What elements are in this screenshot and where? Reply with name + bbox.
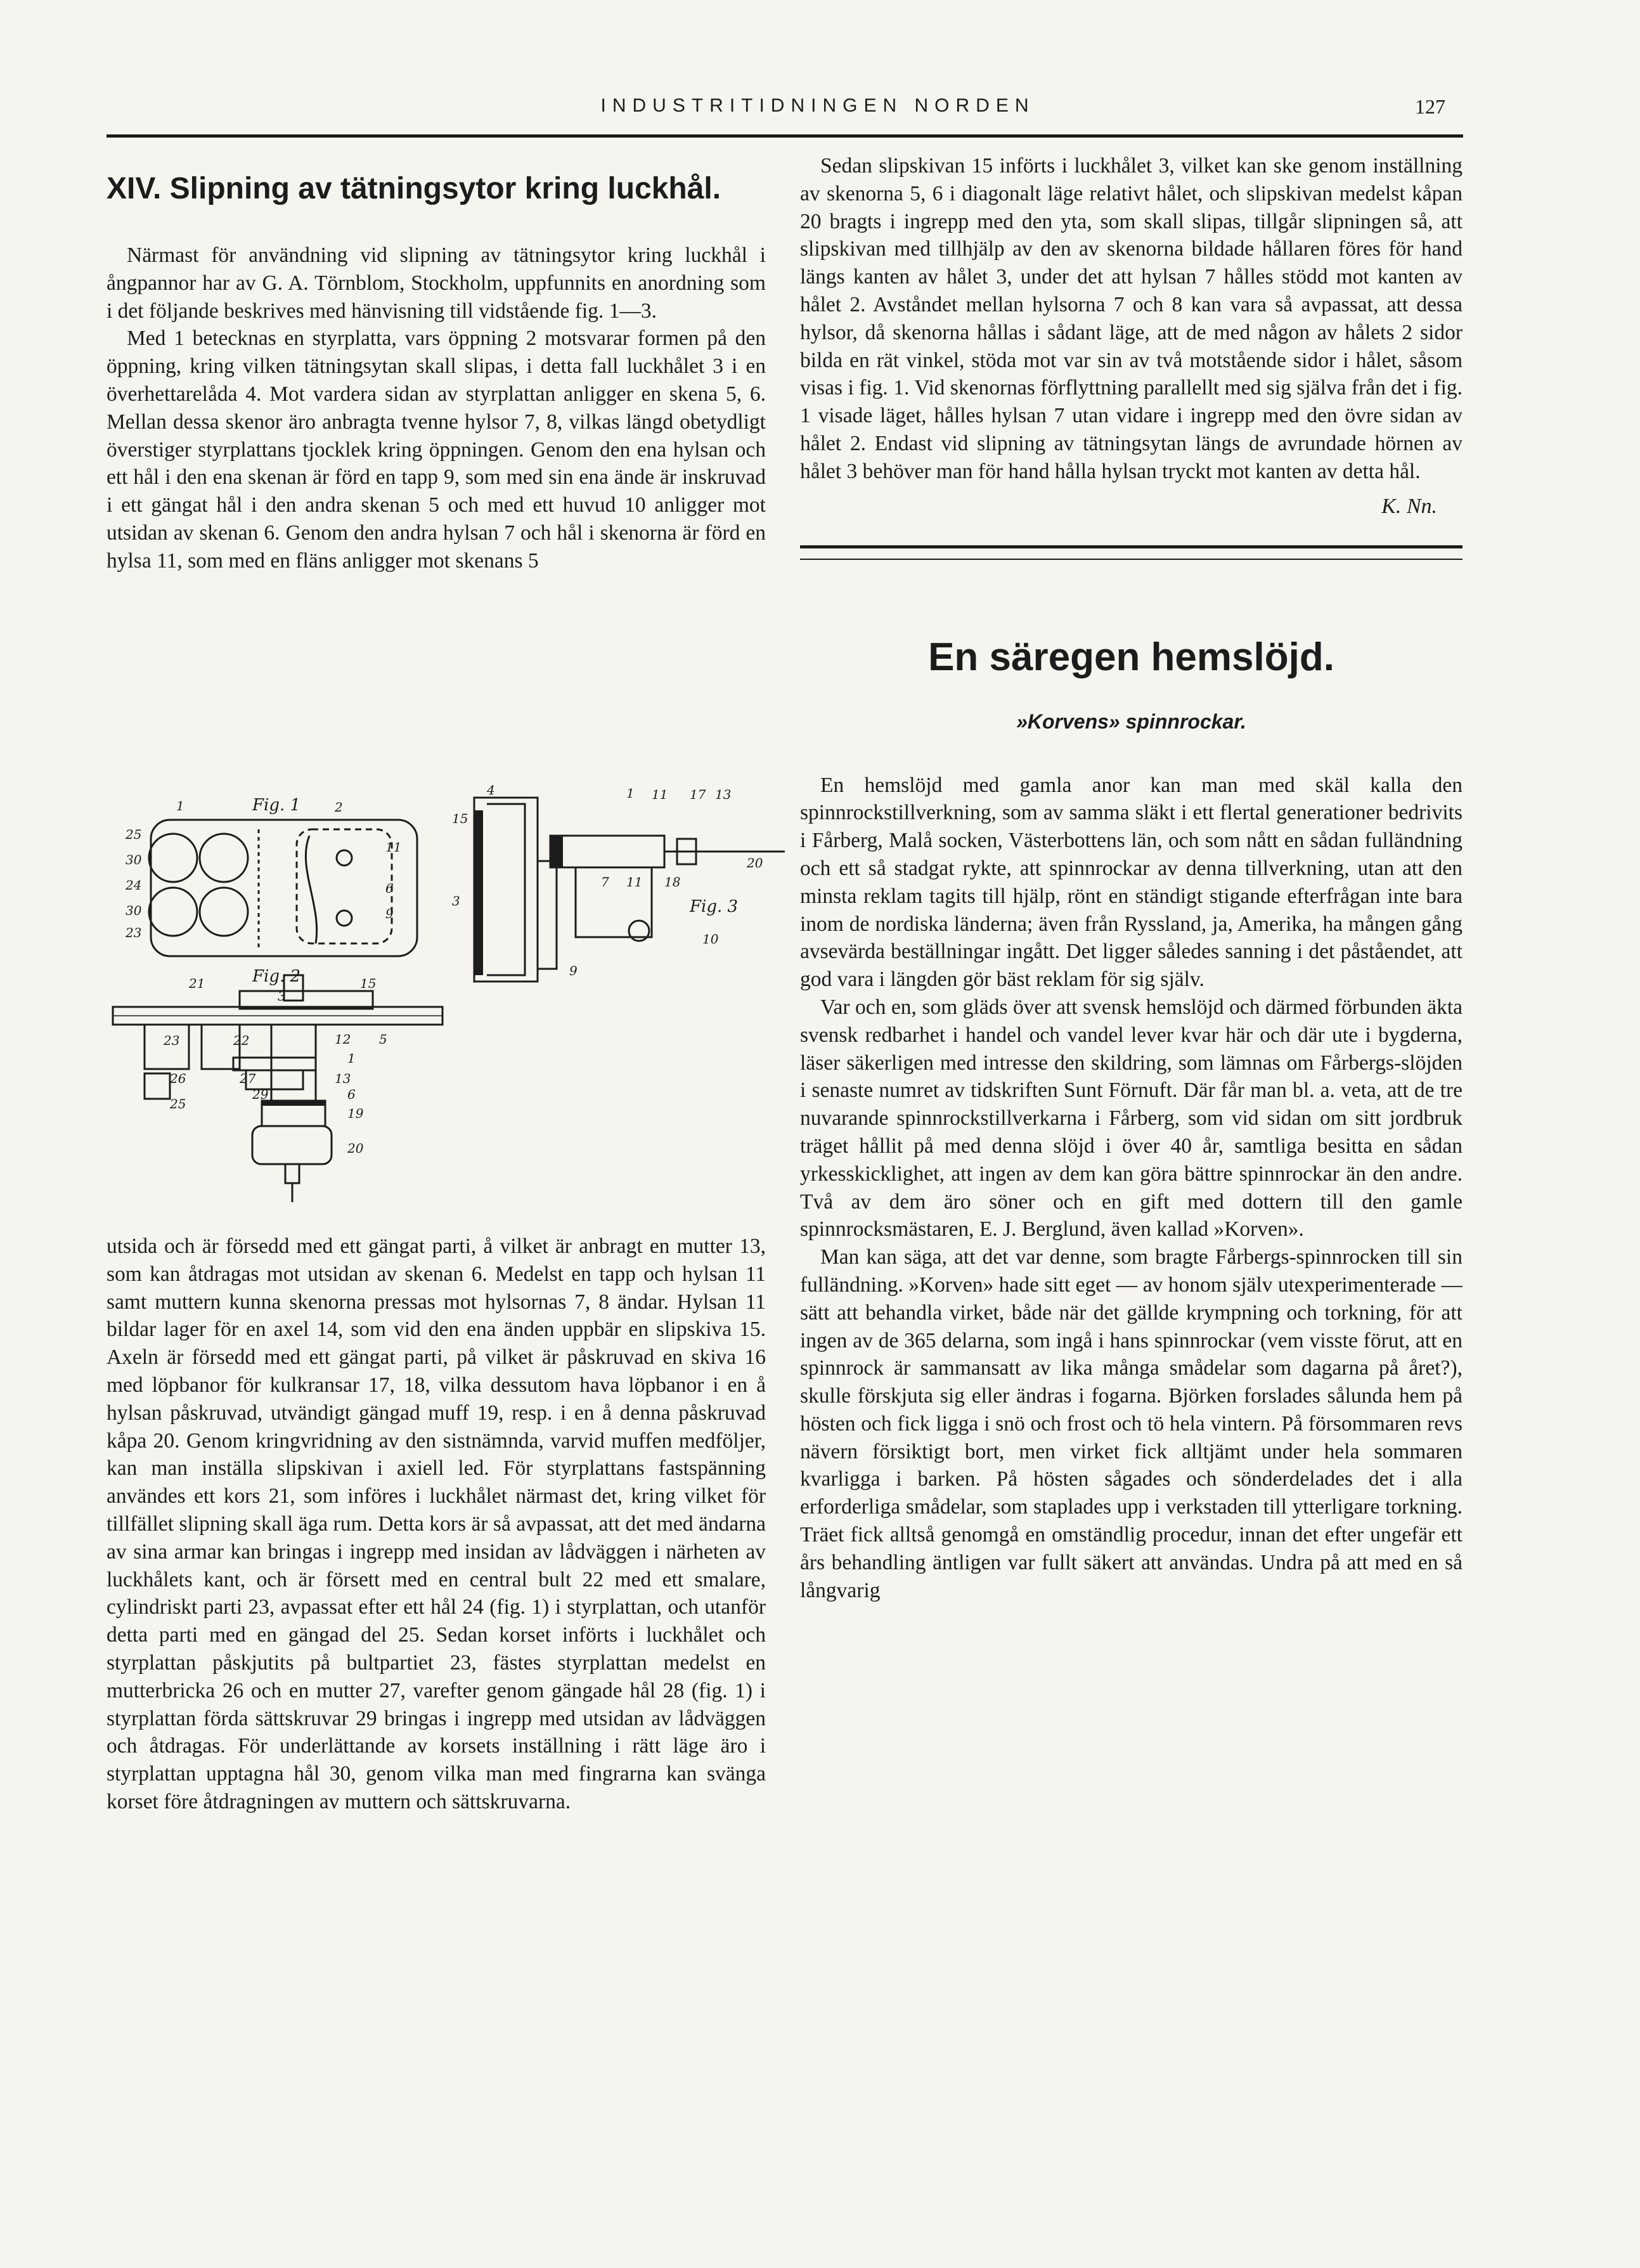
svg-text:25: 25: [126, 827, 142, 842]
svg-text:15: 15: [360, 976, 377, 991]
svg-text:20: 20: [747, 855, 763, 871]
article-paragraph: Man kan säga, att det var denne, som bragte Fårbergs-spinnrocken till sin fulländning. »Korven» hade sitt eget — av honom själv utexperimenterade — sätt att behandla virket, både när det gällde krympning och torkning, för att ingen av de 365 delarna, som ingå i hans spinnrockar (vem visste förut, att en spinnrock är sammansatt av lika många smådelar som dagarna på året?), skulle förskjuta sig eller ändras i fogarna. Björken forslades sålunda hem på hösten och fick ligga i snö och frost och tö hela vintern. På försommaren revs nävern försiktigt bort, men virket fick alltjämt under hela sommaren kvarligga i barken. På hösten sågades och sönderdelades det i alla erforderliga smådelar, som staplades upp i verkstaden till ytterligare torkning. Träet fick alltså genomgå en omständlig procedur, innan det efter ungefär ett års behandling äntligen var fullt säkert att användas. Undra på att med en så långvarig: [800, 1245, 1462, 1602]
svg-text:1: 1: [347, 1051, 356, 1066]
article-separator: [800, 545, 1462, 560]
svg-text:1: 1: [176, 798, 184, 813]
left-column-top: [107, 171, 766, 575]
svg-text:5: 5: [379, 1032, 387, 1047]
svg-text:25: 25: [170, 1096, 186, 1111]
patent-figure: [107, 785, 791, 1203]
fig2-label: Fig. 2: [252, 967, 301, 986]
article-paragraph: Närmast för användning vid slipning av tätningsytor kring luckhål i ångpannor har av G. A. Törnblom, Stockholm, uppfunnits en anordning som i det följande beskrives med hänvisning till vidstående fig. 1—3.: [107, 243, 766, 323]
svg-text:26: 26: [170, 1071, 186, 1086]
svg-text:18: 18: [664, 874, 681, 890]
article2-subtitle: »Korvens» spinnrockar.: [1016, 710, 1246, 733]
svg-text:12: 12: [335, 1032, 351, 1047]
svg-text:10: 10: [702, 931, 719, 947]
author-signature: K. Nn.: [1381, 494, 1437, 518]
svg-text:21: 21: [189, 976, 205, 991]
svg-text:4: 4: [487, 785, 495, 798]
svg-text:19: 19: [347, 1106, 364, 1121]
article-paragraph: utsida och är försedd med ett gängat parti, å vilket är anbragt en mutter 13, som kan åtdragas mot utsidan av skenan 6. Medelst en tapp och hylsan 11 samt muttern kunna skenorna pressas mot hylsornas 7, 8 ändar. Hylsan 11 bildar lager för en axel 14, som vid den ena änden uppbär en slipskiva 15. Axeln är försedd med ett gängat parti, på vilket är påskruvad en skiva 16 med löpbanor för kulkransar 17, 18, vilka dessutom hava löpbanor i en å hylsan påskruvad, utvändigt gängad muff 19, resp. i en å denna påskruvad kåpa 20. Genom kringvridning av den sistnämnda, varvid muffen medföljer, kan man inställa slipskivan i axiell led. För styrplattans fastspänning användes ett kors 21, som införes i luckhålet närmast det, kring vilket för tillfället slipning skall äga rum. Detta kors är så avpassat, att det med ändarna av sina armar kan bringas i ingrepp med insidan av lådväggen i närheten av luckhålets kant, och är försett med en central bult 22 med ett smalare, cylindriskt parti 23, avpassat efter ett hål 24 (fig. 1) i styrplattan, och utanför detta parti med en gängad del 25. Sedan korset införts i luckhålet och styrplattan påskjutits på bultpartiet 23, fästes styrplattan medelst en mutterbricka 26 och en mutter 27, varefter genom gängade hål 28 (fig. 1) i styrplattan förda sättskruvar 29 bringas i ingrepp med utsidan av lådväggen och åtdragas. För underlättande av korsets inställning i rätt läge äro i styrplattan upptagna hål 30, genom vilka man med fingrarna kan svänga korset före åtdragningen av muttern och sättskruvarna.: [107, 1234, 766, 1813]
svg-text:3: 3: [278, 988, 286, 1004]
svg-text:27: 27: [240, 1071, 256, 1086]
svg-text:15: 15: [452, 811, 468, 826]
right-column: [800, 152, 1462, 1604]
hole-30: [200, 888, 248, 936]
svg-text:24: 24: [126, 878, 142, 893]
svg-text:6: 6: [385, 881, 394, 896]
hole-30: [200, 834, 248, 882]
svg-text:2: 2: [335, 800, 343, 815]
svg-text:6: 6: [347, 1087, 356, 1102]
article-paragraph: Var och en, som gläds över att svensk hemslöjd och därmed förbunden äkta svensk redbarhet i handel och vandel lever kvar här och där ute i bygderna, läser säkerligen med intresse den skildring, som lämnas om Fårbergs-slöjden i senaste numret av tidskriften Sunt Förnuft. Där får man bl. a. veta, att de tre nuvarande spinnrockstillverkarna i Fårberg, som vid sidan om sitt jordbruk träget hållit på med denna slöjd i över 40 år, samtliga besitta en sådan yrkesskicklighet, att ingen av dem kan göra bättre spinnrockar än den andre. Två av dem äro söner och en gift med dottern till den gamle spinnrocksmästaren, E. J. Berglund, även kallad »Korven».: [800, 995, 1462, 1241]
fig3-label: Fig. 3: [690, 897, 739, 916]
svg-text:13: 13: [335, 1071, 351, 1086]
header-rule: [107, 134, 1463, 138]
fig1-label: Fig. 1: [252, 796, 301, 815]
svg-text:9: 9: [385, 906, 394, 921]
running-head: INDUSTRITIDNINGEN NORDEN: [600, 95, 1035, 116]
svg-text:3: 3: [452, 893, 460, 909]
left-column-bottom: [107, 1233, 766, 1816]
hole-30: [149, 888, 197, 936]
svg-text:1: 1: [626, 786, 635, 801]
page-number: 127: [1415, 95, 1445, 118]
article-paragraph: Sedan slipskivan 15 införts i luckhålet 3, vilket kan ske genom inställning av skenorna 5, 6 i diagonalt läge relativt hålet, och slipskivan medelst kåpan 20 bragts i ingrepp med den yta, som skall slipas, tillgår slipningen så, att slipskivan med tillhjälp av den av skenorna bildade hållaren föres för hand längs kanten av hålet 3, under det att hylsan 7 hålles stödd mot kanten av hålet 2. Avståndet mellan hylsorna 7 och 8 kan vara så avpassat, att dessa hylsor, då skenorna hållas i sådant läge, att de med någon av hålets 2 sidor bilda en rät vinkel, stöda mot var sin av två motstående sidor i hålet, såsom visas i fig. 1. Vid skenornas förflyttning parallellt med sig själva från det i fig. 1 visade läget, hålles hylsan 7 utan vidare i ingrepp med den övre sidan av hålet 2. Endast vid slipning av tätningsytan längs de avrundade hörnen av hålet 3 behöver man för hand hålla hylsan tryckt mot kanten av detta hål.: [800, 154, 1462, 483]
wall-section: [474, 798, 538, 982]
svg-text:7: 7: [601, 874, 609, 890]
svg-text:11: 11: [652, 787, 668, 802]
svg-text:20: 20: [347, 1141, 364, 1156]
svg-text:30: 30: [126, 852, 142, 867]
slipskiva-housing: [252, 1126, 332, 1164]
svg-text:29: 29: [252, 1087, 269, 1102]
hole-30: [149, 834, 197, 882]
svg-text:17: 17: [690, 787, 706, 802]
svg-text:23: 23: [126, 925, 142, 940]
article2-title: En säregen hemslöjd.: [928, 635, 1334, 679]
article-title: XIV. Slipning av tätningsytor kring luckhål.: [107, 172, 721, 205]
svg-text:9: 9: [569, 963, 578, 978]
svg-text:30: 30: [126, 903, 142, 918]
svg-text:11: 11: [626, 874, 643, 890]
article-paragraph: En hemslöjd med gamla anor kan man med skäl kalla den spinnrockstillverkning, som av samma släkt i ett flertal generationer bedrivits i Fårberg, Malå socken, Västerbottens län, och som nått en sådan fulländning och ett så stadgat rykte, att spinnrockar av denna tillverkning, utan att den minsta reklam tagits till hjälp, rönt en ständigt stigande efterfrågan inte bara inom de nordiska länderna; även från Ryssland, ja, Amerika, ha mången gång avsevärda beställningar ingått. Det ligger således sanning i det påståendet, att god vara i längden gör bäst reklam för sig själv.: [800, 773, 1462, 992]
article-paragraph: Med 1 betecknas en styrplatta, vars öppning 2 motsvarar formen på den öppning, kring vilken tätningsytan skall slipas, i detta fall luckhålet 3 i en överhettarelåda 4. Mot vardera sidan av styrplattan anligger en skena 5, 6. Mellan dessa skenor äro anbragta tvenne hylsor 7, 8, vilkas längd obetydligt överstiger styrplattans tjocklek kring öppningen. Genom den ena hylsan och ett hål i den ena skenan är förd en tapp 9, som med sin ena ände är inskruvad i ett gängat hål i den andra skenan 5 och med ett huvud 10 anligger mot utsidan av skenan 6. Genom den andra hylsan 7 och hål i skenorna är förd en hylsa 11, som med en fläns anligger mot skenans 5: [107, 327, 766, 573]
technical-drawing: [107, 785, 791, 1203]
svg-text:11: 11: [385, 839, 402, 855]
svg-text:23: 23: [164, 1033, 180, 1048]
svg-text:22: 22: [233, 1033, 250, 1048]
svg-text:13: 13: [715, 787, 732, 802]
